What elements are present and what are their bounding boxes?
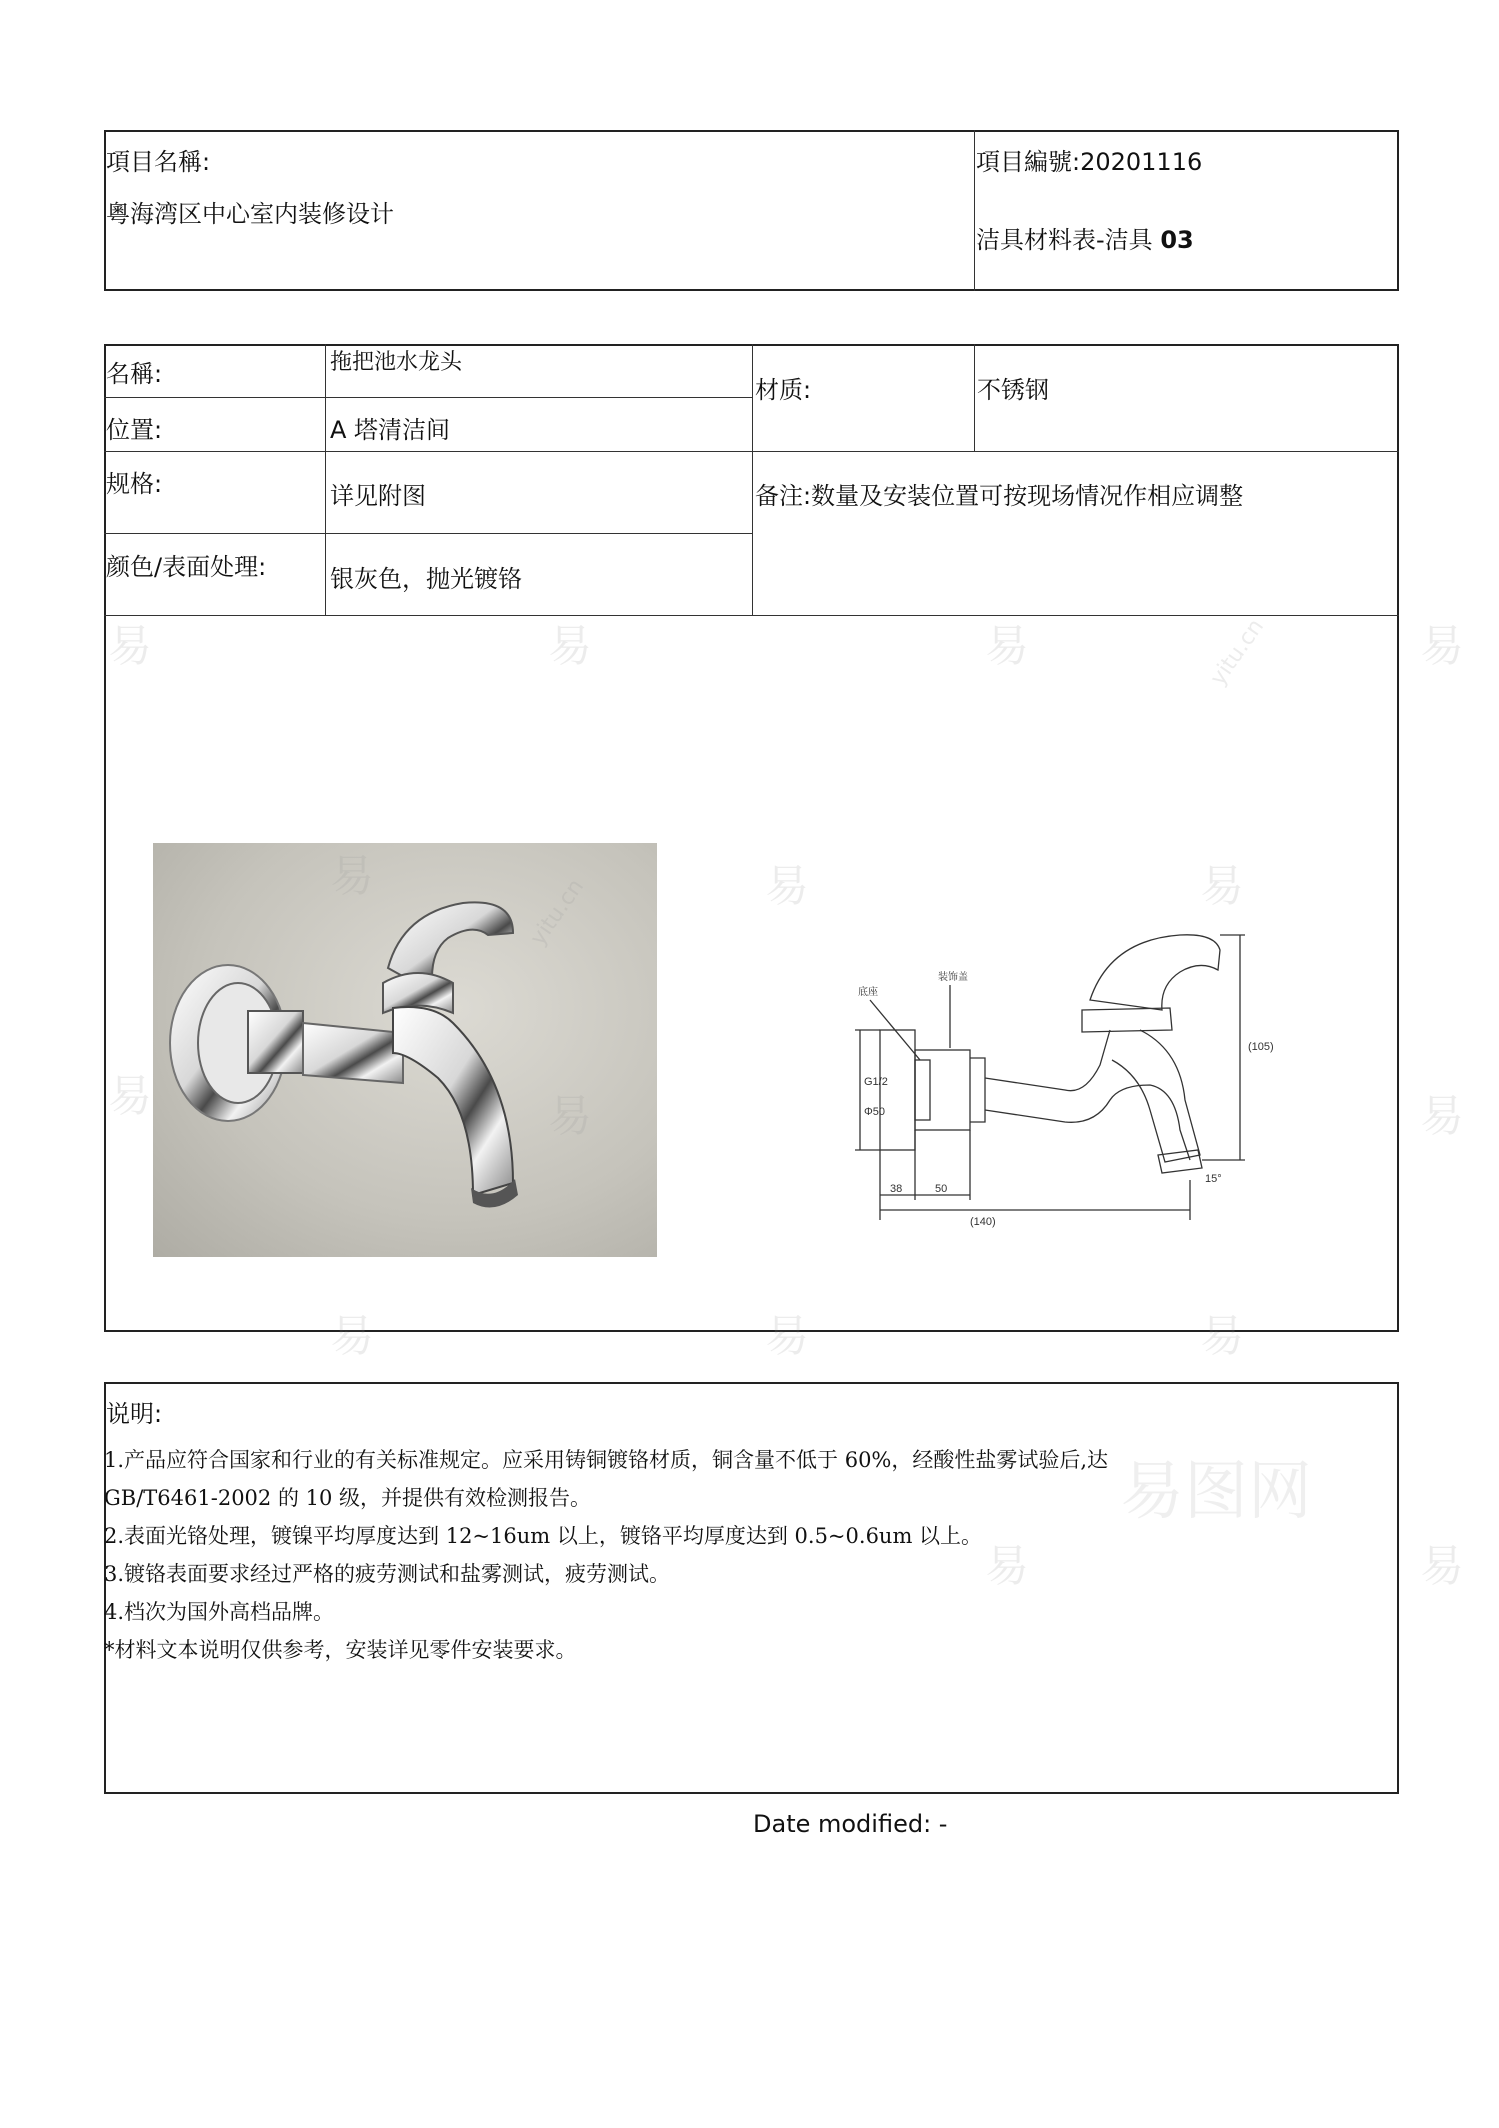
- dim-base-depth: 38: [890, 1183, 903, 1195]
- location-value: A 塔清洁间: [330, 416, 451, 444]
- dim-thread: G1/2: [864, 1076, 888, 1088]
- rule-row4: [104, 615, 1399, 616]
- watermark-glyph: 易: [548, 621, 592, 672]
- watermark-glyph: 易: [108, 621, 152, 672]
- header-divider: [974, 130, 975, 291]
- rule-col2: [752, 344, 753, 615]
- watermark-glyph: 易: [330, 1311, 374, 1362]
- sheet-title-number: 03: [1160, 226, 1194, 254]
- note-line: 2.表面光铬处理，镀镍平均厚度达到 12~16um 以上，镀铬平均厚度达到 0.5~0.6um 以上。: [104, 1524, 983, 1548]
- watermark-glyph: 易: [1200, 1311, 1244, 1362]
- watermark-glyph: 易: [1420, 1091, 1464, 1142]
- technical-drawing: [850, 900, 1350, 1260]
- note-line: 3.镀铬表面要求经过严格的疲劳测试和盐雾测试，疲劳测试。: [104, 1562, 671, 1586]
- project-number: 項目編號:20201116: [976, 148, 1203, 176]
- callout-base: 底座: [858, 987, 878, 998]
- name-value: 拖把池水龙头: [330, 350, 463, 375]
- material-value: 不锈钢: [977, 376, 1049, 404]
- notes-list: [104, 1441, 1108, 1669]
- dim-overall-length: (140): [970, 1216, 996, 1228]
- rule-row1: [104, 397, 752, 398]
- dim-diameter: Φ50: [864, 1106, 886, 1118]
- note-line: 1.产品应符合国家和行业的有关标准规定。应采用铸铜镀铬材质，铜含量不低于 60%，经酸性盐雾试验后,达: [104, 1448, 1109, 1472]
- sheet-title: [976, 228, 1194, 252]
- location-label: 位置:: [106, 416, 163, 444]
- note-line: 4.档次为国外高档品牌。: [104, 1600, 335, 1624]
- watermark-glyph: 易: [1420, 621, 1464, 672]
- project-name-value: 粵海湾区中心室内装修设计: [106, 200, 394, 228]
- finish-value: 银灰色，抛光镀铬: [330, 565, 522, 593]
- watermark-glyph: 易: [985, 621, 1029, 672]
- date-modified: Date modified: -: [753, 1810, 948, 1838]
- note-line: GB/T6461-2002 的 10 级，并提供有效检测报告。: [104, 1486, 592, 1510]
- sheet-title-prefix: 洁具材料表-洁具: [976, 226, 1153, 254]
- project-name-label: 項目名稱:: [106, 148, 211, 176]
- watermark-glyph: 易: [765, 861, 809, 912]
- watermark-brand: 易图网: [1120, 1455, 1312, 1529]
- watermark-glyph: 易: [765, 1311, 809, 1362]
- rule-col3: [974, 344, 975, 451]
- faucet-photo-art: [153, 843, 657, 1257]
- watermark-glyph: 易: [108, 1071, 152, 1122]
- note-line: *材料文本说明仅供参考，安装详见零件安装要求。: [104, 1638, 577, 1662]
- rule-col1: [325, 344, 326, 615]
- rule-row3: [104, 533, 752, 534]
- dim-angle: 15°: [1205, 1173, 1222, 1185]
- material-label: 材质:: [755, 376, 812, 404]
- watermark-glyph: 易: [1420, 1541, 1464, 1592]
- size-label: 规格:: [106, 470, 163, 498]
- remark: 备注:数量及安装位置可按现场情况作相应调整: [755, 482, 1244, 510]
- faucet-photo: [153, 843, 657, 1257]
- dim-height: (105): [1248, 1041, 1274, 1053]
- watermark-glyph: 易: [1200, 861, 1244, 912]
- callout-cover: 装饰盖: [938, 972, 968, 983]
- size-value: 详见附图: [330, 482, 426, 510]
- dim-cover-depth: 50: [935, 1183, 948, 1195]
- watermark-site: yitu.cn: [1205, 614, 1270, 691]
- watermark-glyph: 易: [985, 1541, 1029, 1592]
- technical-drawing-art: [850, 900, 1350, 1260]
- finish-label: 颜色/表面处理:: [106, 553, 267, 581]
- notes-title: 说明:: [106, 1400, 163, 1428]
- name-label: 名稱:: [106, 360, 163, 388]
